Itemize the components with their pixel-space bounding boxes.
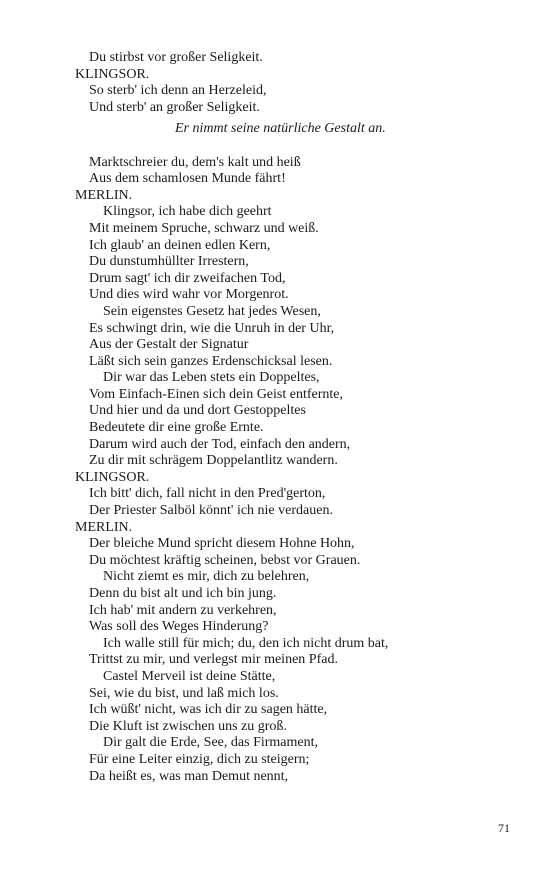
verse-line: Und sterb' an großer Seligkeit. [89,99,260,115]
spacer [75,138,515,155]
verse-line: Zu dir mit schrägem Doppelantlitz wandern. [89,453,338,469]
verse-line: Trittst zu mir, und verlegst mir meinen Pfad. [89,652,338,668]
verse-line: Ich glaub' an deinen edlen Kern, [89,237,271,253]
poem-text [75,50,515,785]
verse-line: Denn du bist alt und ich bin jung. [89,586,277,601]
stage-direction: Er nimmt seine natürliche Gestalt an. [175,121,386,137]
verse-line: Ich walle still für mich; du, den ich nicht drum bat, [103,635,389,651]
verse-line: Du dunstumhüllter Irrestern, [89,254,249,270]
verse-line: Aus der Gestalt der Signatur [89,337,249,353]
verse-line: Castel Merveil ist deine Stätte, [103,668,276,684]
verse-line: Du möchtest kräftig scheinen, bebst vor Grauen. [89,552,361,568]
verse-line: Ich bitt' dich, fall nicht in den Pred'gerton, [89,486,326,502]
verse-line: Der Priester Salböl könnt' ich nie verdauen. [89,503,333,519]
verse-line: Drum sagt' ich dir zweifachen Tod, [89,270,286,286]
verse-line: Und dies wird wahr vor Morgenrot. [89,287,289,303]
verse-line: Darum wird auch der Tod, einfach den andern, [89,436,351,452]
verse-line: Mit meinem Spruche, schwarz und weiß. [89,220,319,236]
verse-line: Sei, wie du bist, und laß mich los. [89,685,279,701]
speaker-name: MERLIN. [75,519,133,535]
verse-line: Es schwingt drin, wie die Unruh in der Uhr, [89,320,335,336]
verse-line: Marktschreier du, dem's kalt und heiß [89,154,301,170]
verse-line: Dir war das Leben stets ein Doppeltes, [103,370,320,386]
verse-line: Und hier und da und dort Gestoppeltes [89,403,306,419]
verse-line: Der bleiche Mund spricht diesem Hohne Hohn, [89,536,355,552]
verse-line: Sein eigenstes Gesetz hat jedes Wesen, [103,303,321,319]
verse-line: Dir galt die Erde, See, das Firmament, [103,735,318,751]
verse-line: Für eine Leiter einzig, dich zu steigern; [89,751,310,767]
verse-line: Die Kluft ist zwischen uns zu groß. [89,718,287,734]
verse-line: Bedeutete dir eine große Ernte. [89,420,264,436]
verse-line: Du stirbst vor großer Seligkeit. [89,50,263,65]
speaker-name: KLINGSOR. [75,469,150,485]
page-number: 71 [498,821,510,835]
speaker-name: MERLIN. [75,187,133,203]
verse-line: Da heißt es, was man Demut nennt, [89,768,289,784]
verse-line: Ich wüßt' nicht, was ich dir zu sagen hätte, [89,702,328,718]
verse-line: Aus dem schamlosen Munde fährt! [89,171,286,187]
verse-line: Klingsor, ich habe dich geehrt [103,204,272,220]
verse-line: Was soll des Weges Hinderung? [89,619,269,635]
verse-line: So sterb' ich denn an Herzeleid, [89,83,267,99]
verse-line: Läßt sich sein ganzes Erdenschicksal lesen. [89,353,333,369]
verse-line: Ich hab' mit andern zu verkehren, [89,602,277,618]
verse-line: Vom Einfach-Einen sich dein Geist entfernte, [89,386,343,402]
speaker-name: KLINGSOR. [75,66,150,82]
verse-line: Nicht ziemt es mir, dich zu belehren, [103,569,310,585]
